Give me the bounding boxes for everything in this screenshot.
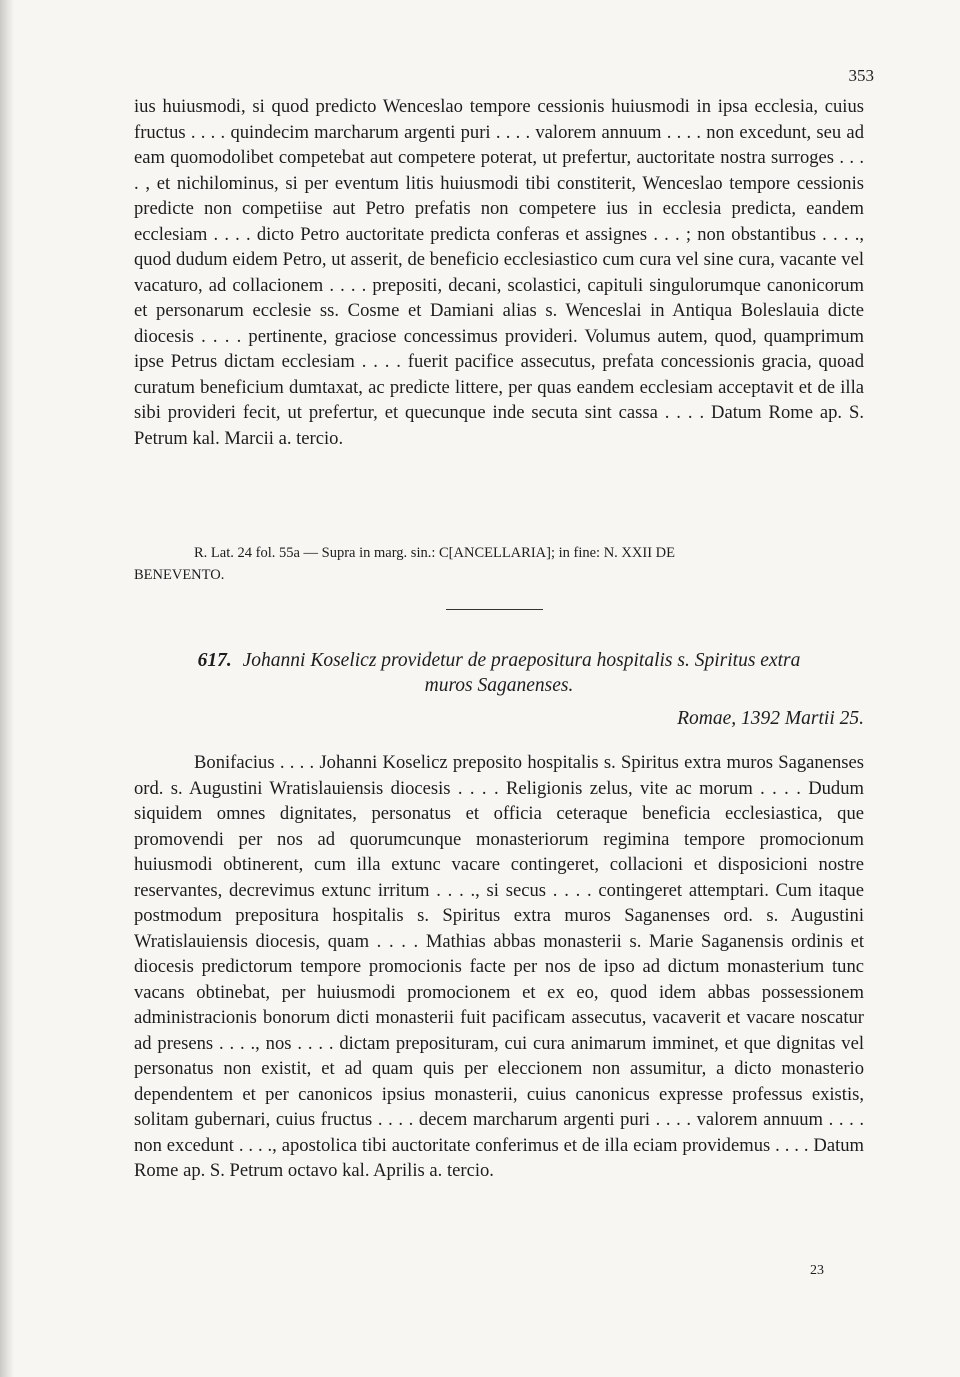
dateline: Romae, 1392 Martii 25.	[677, 708, 864, 729]
entry-title-line: muros Saganenses.	[424, 675, 574, 696]
footnote-line: R. Lat. 24 fol. 55a — Supra in marg. sin.: C[ANCELLARIA]; in fine: N. XXII DE	[194, 545, 675, 561]
entry-number: 617.	[197, 650, 232, 671]
entry-title-line: Johanni Koselicz providetur de praepositura hospitalis s. Spiritus extra	[242, 650, 801, 671]
page-binding-shadow	[0, 0, 14, 1377]
footnote	[134, 542, 864, 586]
paragraph-letter: Bonifacius . . . . Johanni Koselicz preposito hospitalis s. Spiritus extra muros Saganenses ord. s. Augustini Wratislauiensis diocesis . . . . Religionis zelus, vite ac morum . . . . Dudum siquidem omnes dignitates, personatus et officia ceteraque beneficia ecclesiastica, que promovendi per nos ad quorumcunque monasteriorum regimina tempore promocionum huiusmodi obtinerent, cum illa extunc vacare contingeret, collacioni et disposicioni nostre reservantes, decrevimus extunc irritum . . . ., si secus . . . . contingeret attemptari. Cum itaque postmodum prepositura hospitalis s. Spiritus extra muros Saganenses ord. s. Augustini Wratislauiensis diocesis, quam . . . . Mathias abbas monasterii s. Marie Saganensis ordinis et diocesis predictorum tempore promocionis facte per nos de ipso ad dictum monasterium tunc vacans obtinebat, per huiusmodi promocionem et ex eo, quod idem abbas possessionem administracionis bonorum dicti monasterii fuit pacificam assecutus, vacaverit et vacare noscatur ad presens . . . ., nos . . . . dictam preposituram, cui cura animarum imminet, et que dignitas vel personatus non existit, et ad quam quis per eleccionem non assumitur, a dicto monasterio dependentem et per canonicos ipsius monasterii, cuius canonicus expresse professus existis, solitam gubernari, cuius fructus . . . . decem marcharum argenti puri . . . . valorem annuum . . . . non excedunt . . . ., apostolica tibi auctoritate conferimus et de illa eciam providemus . . . . Datum Rome ap. S. Petrum octavo kal. Aprilis a. tercio.	[134, 752, 864, 1181]
page-number: 353	[848, 66, 874, 85]
paragraph-continuation: ius huiusmodi, si quod predicto Wenceslao tempore cessionis huiusmodi in ipsa ecclesia, cuius fructus . . . . quindecim marcharum argenti puri . . . . valorem annuum . . . . non excedunt, seu ad eam quomodolibet competebat aut competere poterat, ut prefertur, auctoritate nostra surroges . . . . , et nichilominus, si per eventum litis huiusmodi tibi constiterit, Wenceslao tempore cessionis predicte non competiise aut Petro prefatis non competere ius in ecclesia predicta, eandem ecclesiam . . . . dicto Petro auctoritate predicta conferas et assignes . . . ; non obstantibus . . . ., quod dudum eidem Petro, ut asserit, de beneficio ecclesiastico cum cura vel sine cura, vacante vel vacaturo, ad collacionem . . . . prepositi, decani, scolastici, capituli singulorumque canonicorum et personarum ecclesie ss. Cosme et Damiani alias s. Wenceslai in Antiqua Boleslauia dicte diocesis . . . . pertinente, graciose concessimus provideri. Volumus autem, quod, quamprimum ipse Petrus dictam ecclesiam . . . . fuerit pacifice assecutus, prefata concessionis gracia, quoad curatum beneficium dumtaxat, ac predicte littere, per quas eandem ecclesiam acceptavit et de illa sibi provideri fecit, ut prefertur, et quecunque inde secuta sint cassa . . . . Datum Rome ap. S. Petrum kal. Marcii a. tercio.	[134, 96, 864, 449]
entry-heading	[134, 648, 864, 698]
footnote-line: BENEVENTO.	[134, 567, 225, 583]
signature-number: 23	[810, 1263, 824, 1278]
section-divider	[446, 609, 543, 610]
